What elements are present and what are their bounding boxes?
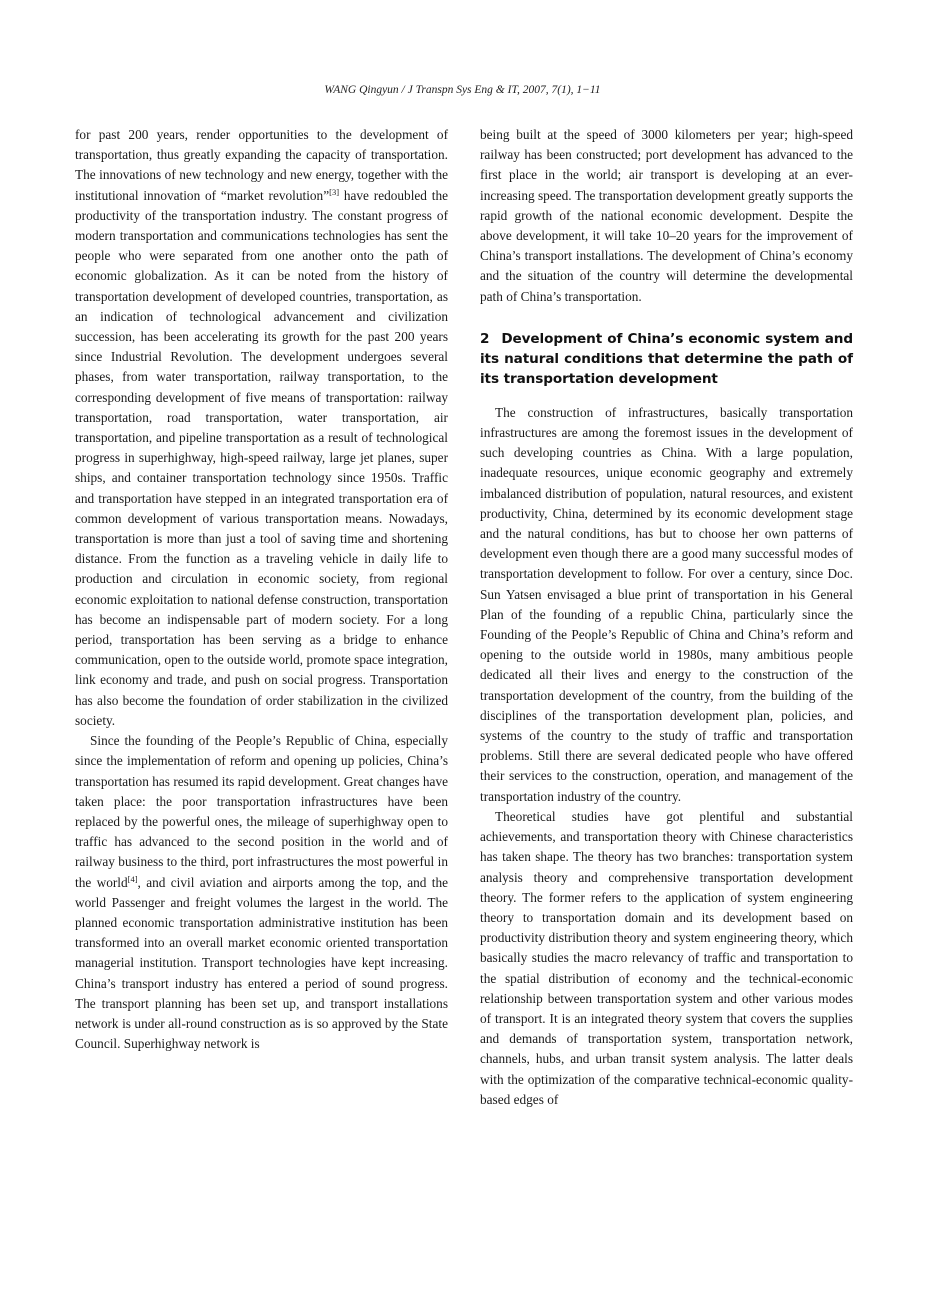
paragraph: Theoretical studies have got plentiful and substantial achievements, and transportation theory with Chinese characteristics has taken shape. The theory has two branches: transportation system analysis theory and comprehensive transportation development theory. The former refers to the application of system engineering theory to transportation domain and its development based on productivity distribution theory and system engineering theory, which basically studies the macro relevancy of traffic and transportation to the spatial distribution of economy and the technical-economic relationship between transportation system and other various modes of transport. It is an integrated theory system that covers the supplies and demands of transportation system, transportation network, channels, hubs, and urban transit system analysis. The latter deals with the optimization of the comparative technical-economic quality-based edges of — [480, 808, 853, 1107]
citation-ref[interactable]: [3] — [329, 186, 340, 197]
paragraph-text: , and civil aviation and airports among the top, and the world Passenger and freight volumes the largest in the world. The planned economic transportation administrative institution has been transformed into an overall market economic oriented transportation managerial institution. Transport technologies have kept increasing. China’s transport industry has entered a period of sound progress. The transport planning has been set up, and transport installations network is under all-round construction as is so approved by the State Council. Superhighway network is — [75, 874, 448, 1052]
section-title: Development of China’s economic system and its natural conditions that determine the path of its transportation development — [480, 330, 853, 387]
citation-ref[interactable]: [4] — [127, 873, 138, 884]
paragraph — [75, 731, 448, 1054]
section-heading — [480, 329, 853, 389]
paragraph: The construction of infrastructures, basically transportation infrastructures are among the foremost issues in the development of such developing countries as China. With a large population, inadequate resources, unique economic geography and extremely imbalanced distribution of population, natural resources, and existent productivity, China, determined by its economic development stage and the natural conditions, has but to choose her own patterns of development even though there are a good many successful modes of transportation development to follow. For over a century, since Doc. Sun Yatsen envisaged a blue print of transportation in his General Plan of the founding of a republic China, particularly since the Founding of the People’s Republic of China and China’s reform and opening to the outside world in 1980s, many ambitious people dedicated all their lives and energy to the construction of the transportation development of the country, from the building of the disciplines of the transportation development plan, policies, and systems of the country to the study of traffic and transportation problems. Still there are several dedicated people who have offered their services to the construction, operation, and management of the transportation industry of the country. — [480, 404, 853, 804]
running-header: WANG Qingyun / J Transpn Sys Eng & IT, 2007, 7(1), 1−11 — [324, 84, 601, 96]
right-column — [480, 125, 853, 1110]
left-column — [75, 125, 448, 1054]
paragraph-text: Since the founding of the People’s Republic of China, especially since the implementation of reform and opening up policies, China’s transportation has resumed its rapid development. Great changes have taken place: the poor transportation infrastructures have been replaced by the powerful ones, the mileage of superhighway open to traffic has advanced to the second position in the world and of railway business to the third, port infrastructures the most powerful in the world — [75, 733, 448, 890]
paragraph-text: for past 200 years, render opportunities to the development of transportation, thus greatly expanding the capacity of transportation. The innovations of new technology and new energy, together with the institutional innovation of “market revolution” — [75, 127, 448, 203]
paragraph: being built at the speed of 3000 kilometers per year; high-speed railway has been constructed; port development has advanced to the first place in the world; air transport is developing at an ever-increasing speed. The transportation development greatly supports the rapid growth of the national economic development. Despite the above development, it will take 10–20 years for the improvement of China’s transport installations. The development of China’s economy and the situation of the country will determine the developmental path of China’s transportation. — [480, 127, 853, 304]
paragraph-text: have redoubled the productivity of the transportation industry. The constant progress of modern transportation and communications technologies has sent the people who were separated from one another onto the path of economic globalization. As it can be noted from the history of transportation development of developed countries, transportation, as an indication of technological advancement and civilization succession, has been accelerating its growth for the past 200 years since Industrial Revolution. The development undergoes several phases, from water transportation, railway transportation, to the corresponding development of five means of transportation: railway transportation, road transportation, water transportation, air transportation, and pipeline transportation as a result of technological progress in superhighway, high-speed railway, large jet planes, super ships, and container transportation technology since 1950s. Traffic and transportation have stepped in an integrated transportation era of common development of various transportation means. Nowadays, transportation is more than just a tool of saving time and shortening distance. From the function as a traveling vehicle in daily life to production and circulation in economic society, from regional economic exploitation to national defense construction, transportation has become an indispensable part of modern society. For a long period, transportation has been serving as a bridge to enhance communication, open to the outside world, promote space integration, link economy and trade, and push on social progress. Transportation has also become the foundation of order stabilization in the civilized society. — [75, 187, 448, 728]
paragraph — [75, 125, 448, 731]
section-number: 2 — [480, 330, 490, 347]
